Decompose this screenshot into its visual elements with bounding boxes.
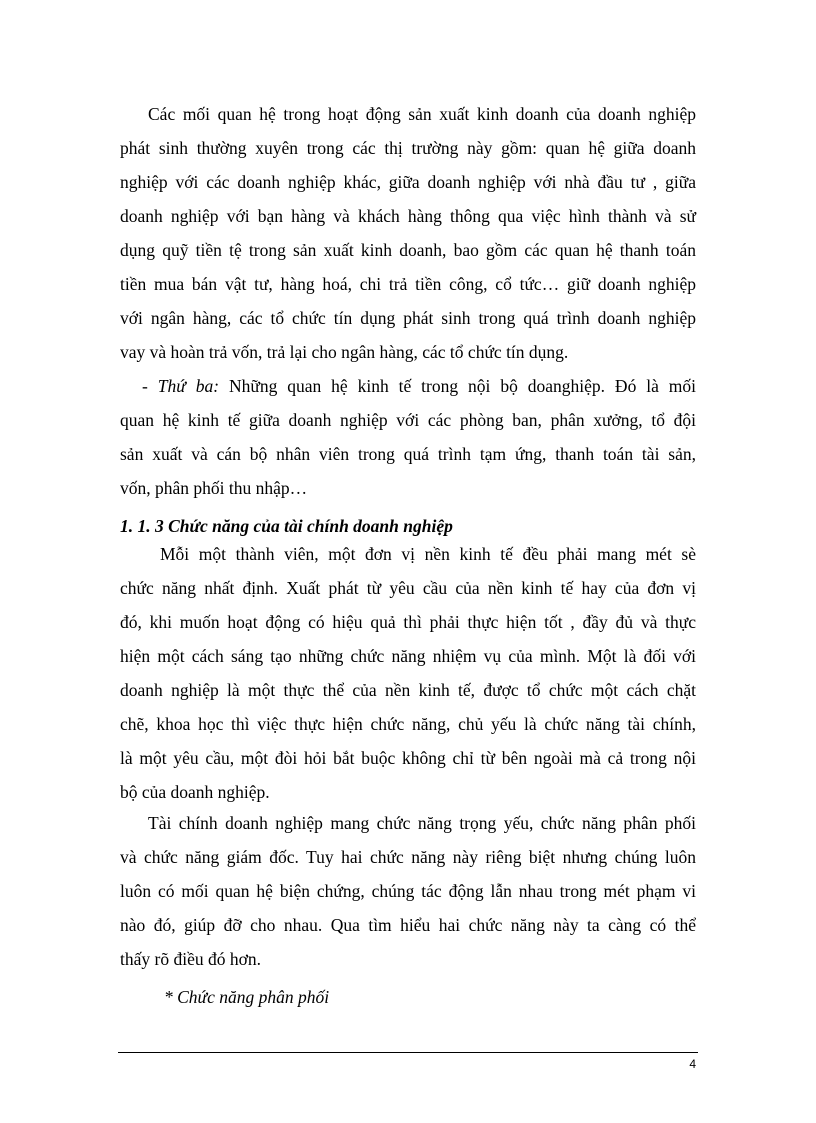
page-number: 4 (689, 1057, 696, 1071)
paragraph-functions-intro (120, 537, 696, 809)
paragraph-line: Các mối quan hệ trong hoạt động sản xuất kinh doanh của doanh nghiệp (148, 104, 696, 124)
paragraph-line: bộ của doanh nghiệp. (120, 782, 270, 802)
sub-heading-distribution: * Chức năng phân phối (164, 987, 330, 1007)
paragraph-line: nghiệp với các doanh nghiệp khác, giữa doanh nghiệp với nhà đầu tư , giữa (120, 172, 696, 192)
paragraph-line: vốn, phân phối thu nhập… (120, 478, 308, 498)
section-heading: 1. 1. 3 Chức năng của tài chính doanh nghiệp (120, 516, 453, 536)
paragraph-line: chẽ, khoa học thì việc thực hiện chức năng, chủ yếu là chức năng tài chính, (120, 714, 696, 734)
paragraph-line: tiền mua bán vật tư, hàng hoá, chi trả tiền công, cổ tức… giữ doanh nghiệp (120, 274, 696, 294)
lead-label-third: Thứ ba: (157, 376, 220, 396)
paragraph-line: doanh nghiệp là một thực thể của nền kinh tế, được tổ chức một cách chặt (120, 680, 696, 700)
paragraph-line: Mỗi một thành viên, một đơn vị nền kinh tế đều phải mang mét sè (160, 544, 696, 564)
paragraph-line: thấy rõ điều đó hơn. (120, 949, 261, 969)
lead-line-text: Những quan hệ kinh tế trong nội bộ doanghiệp. Đó là mối (219, 376, 697, 396)
paragraph-two-functions (120, 806, 696, 976)
paragraph-line: hiện một cách sáng tạo những chức năng nhiệm vụ của mình. Một là đối với (120, 646, 696, 666)
paragraph-line: là một yêu cầu, một đòi hỏi bắt buộc không chỉ từ bên ngoài mà cả trong nội (120, 748, 696, 768)
paragraph-line: đó, khi muốn hoạt động có hiệu quả thì phải thực hiện tốt , đầy đủ và thực (120, 612, 696, 632)
paragraph-line: vay và hoàn trả vốn, trả lại cho ngân hàng, các tổ chức tín dụng. (120, 342, 569, 362)
paragraph-line: chức năng nhất định. Xuất phát từ yêu cầu của nền kinh tế hay của đơn vị (120, 578, 696, 598)
paragraph-line: dụng quỹ tiền tệ trong sản xuất kinh doanh, bao gồm các quan hệ thanh toán (120, 240, 696, 260)
paragraph-line-lead (120, 369, 696, 403)
footer-divider (118, 1052, 698, 1053)
paragraph-line: doanh nghiệp với bạn hàng và khách hàng thông qua việc hình thành và sử (120, 206, 696, 226)
paragraph-line: phát sinh thường xuyên trong các thị trường này gồm: quan hệ giữa doanh (120, 138, 696, 158)
paragraph-internal-relations (120, 369, 696, 505)
list-dash: - (142, 376, 158, 396)
paragraph-line: luôn có mối quan hệ biện chứng, chúng tác động lẫn nhau trong mét phạm vi (120, 881, 696, 901)
sub-heading-block (120, 980, 696, 1014)
paragraph-line: quan hệ kinh tế giữa doanh nghiệp với các phòng ban, phân xưởng, tổ đội (120, 410, 696, 430)
paragraph-line: với ngân hàng, các tổ chức tín dụng phát sinh trong quá trình doanh nghiệp (120, 308, 696, 328)
paragraph-line: Tài chính doanh nghiệp mang chức năng trọng yếu, chức năng phân phối (148, 813, 696, 833)
paragraph-line: nào đó, giúp đỡ cho nhau. Qua tìm hiểu hai chức năng này ta càng có thể (120, 915, 696, 935)
paragraph-relations-markets (120, 97, 696, 369)
paragraph-line: sản xuất và cán bộ nhân viên trong quá trình tạm ứng, thanh toán tài sản, (120, 444, 696, 464)
paragraph-line: và chức năng giám đốc. Tuy hai chức năng này riêng biệt nhưng chúng luôn (120, 847, 696, 867)
